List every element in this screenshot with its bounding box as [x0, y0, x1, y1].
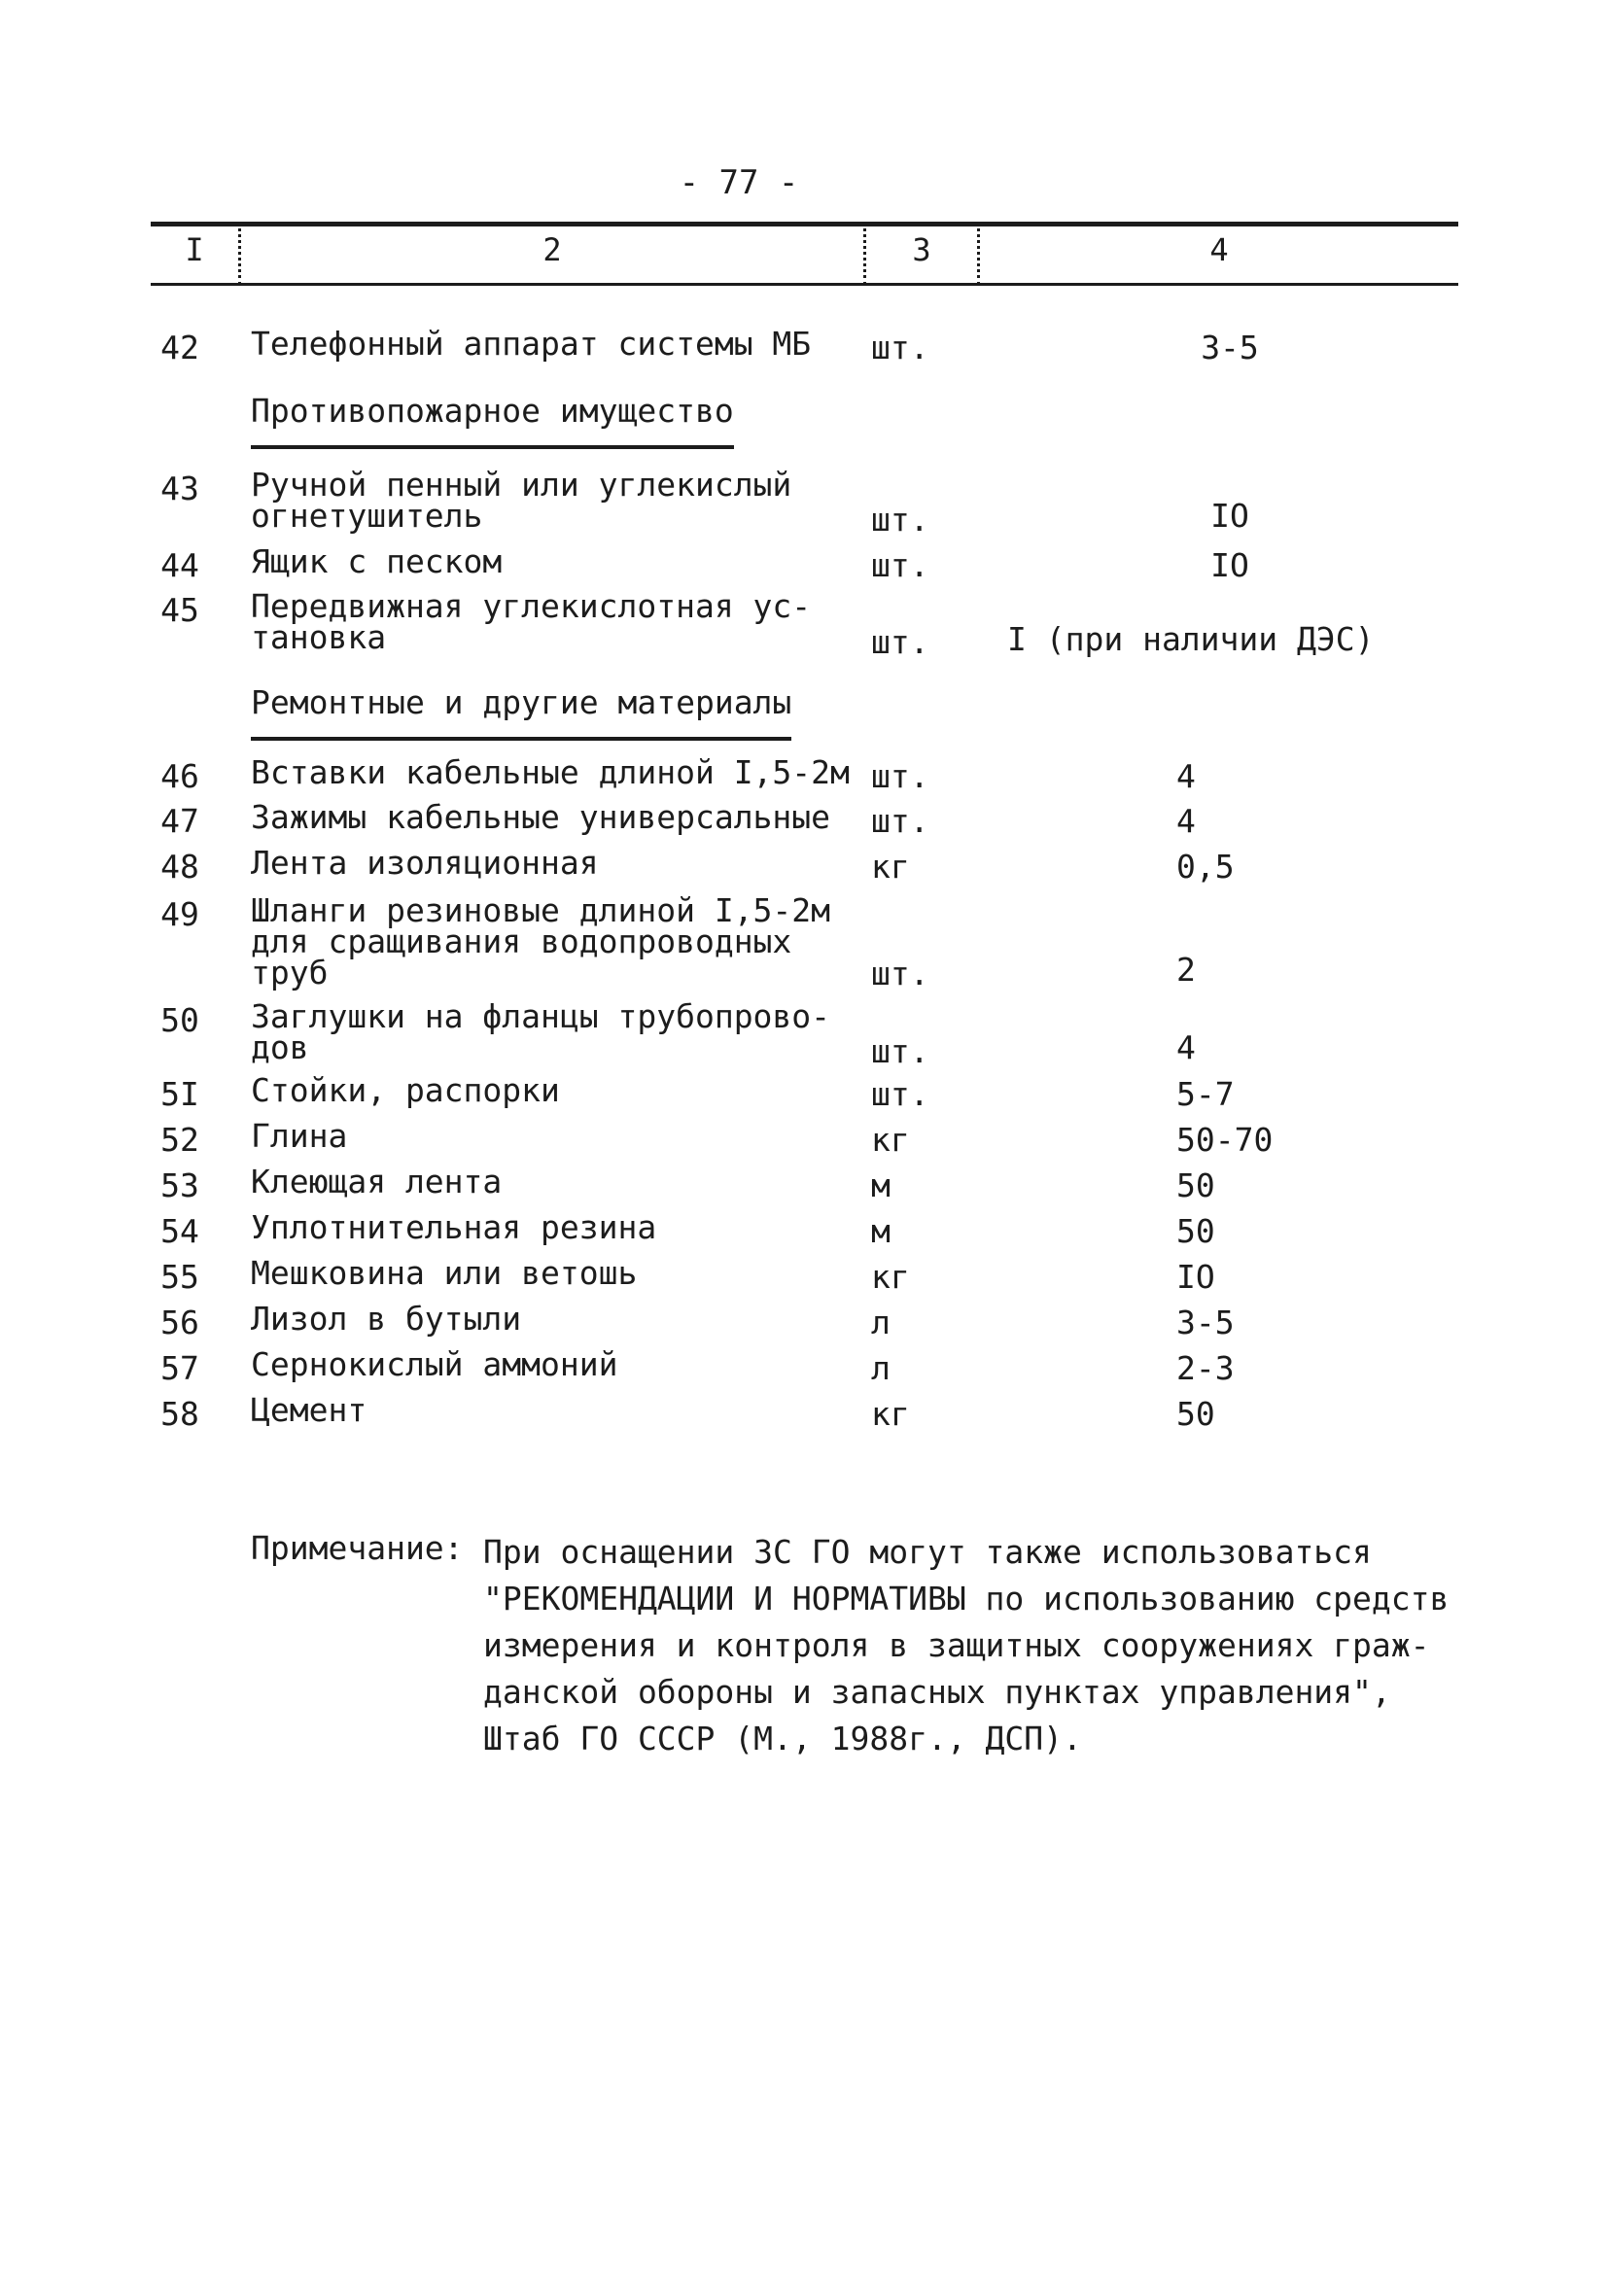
- item-quantity: 2-3: [1176, 1349, 1235, 1387]
- item-name: Шланги резиновые длиной I,5-2м для сращивания водопроводных труб: [251, 891, 831, 991]
- row-number: 44: [160, 546, 199, 584]
- item-name: Ящик с песком: [251, 542, 503, 580]
- item-unit: кг: [871, 1258, 910, 1296]
- item-quantity: 50: [1176, 1395, 1215, 1433]
- item-quantity: 4: [1176, 757, 1196, 795]
- item-name: Лизол в бутыли: [251, 1300, 522, 1338]
- item-unit: шт.: [871, 329, 929, 366]
- row-number: 58: [160, 1395, 199, 1433]
- item-unit: шт.: [871, 955, 929, 992]
- row-number: 48: [160, 848, 199, 886]
- item-unit: м: [871, 1166, 891, 1204]
- section-heading: Ремонтные и другие материалы: [251, 683, 791, 721]
- row-number: 5I: [160, 1075, 199, 1113]
- note-text: При оснащении ЗС ГО могут также использоваться "РЕКОМЕНДАЦИИ И НОРМАТИВЫ по использованию средств измерения и контроля в защитных сооружениях граж- данской обороны и запасных пунктах управления", Штаб ГО СССР (М., 1988г., ДСП).: [483, 1533, 1450, 1757]
- item-quantity: 2: [1176, 951, 1196, 989]
- item-quantity: 3-5: [1176, 1304, 1235, 1341]
- item-quantity: IO: [1210, 546, 1249, 584]
- item-quantity: I (при наличии ДЭС): [1007, 620, 1375, 658]
- item-unit: л: [871, 1304, 891, 1341]
- row-number: 50: [160, 1001, 199, 1039]
- item-unit: м: [871, 1212, 891, 1250]
- column-header-1: I: [185, 231, 204, 268]
- item-unit: кг: [871, 1121, 910, 1159]
- item-quantity: 4: [1176, 1028, 1196, 1066]
- page-number: - 77 -: [679, 163, 799, 202]
- item-name: Мешковина или ветошь: [251, 1254, 638, 1292]
- item-quantity: IO: [1176, 1258, 1215, 1296]
- row-number: 47: [160, 802, 199, 840]
- item-quantity: 50: [1176, 1212, 1215, 1250]
- item-unit: шт.: [871, 757, 929, 795]
- item-quantity: 0,5: [1176, 848, 1235, 886]
- item-unit: шт.: [871, 623, 929, 661]
- item-name: Передвижная углекислотная ус- тановка: [251, 587, 812, 656]
- row-number: 46: [160, 757, 199, 795]
- column-header-3: 3: [912, 231, 931, 268]
- column-header-4: 4: [1209, 231, 1229, 268]
- item-unit: кг: [871, 1395, 910, 1433]
- row-number: 52: [160, 1121, 199, 1159]
- row-number: 55: [160, 1258, 199, 1296]
- item-quantity: 5-7: [1176, 1075, 1235, 1113]
- item-unit: шт.: [871, 1075, 929, 1113]
- row-number: 56: [160, 1304, 199, 1341]
- row-number: 49: [160, 895, 199, 933]
- item-name: Лента изоляционная: [251, 844, 599, 882]
- item-unit: л: [871, 1349, 891, 1387]
- item-name: Зажимы кабельные универсальные: [251, 798, 831, 836]
- item-name: Цемент: [251, 1391, 367, 1429]
- item-name: Телефонный аппарат системы МБ: [251, 325, 812, 363]
- item-quantity: IO: [1210, 497, 1249, 535]
- item-unit: кг: [871, 848, 910, 886]
- item-name: Клеющая лента: [251, 1163, 503, 1200]
- item-quantity: 50-70: [1176, 1121, 1274, 1159]
- item-unit: шт.: [871, 546, 929, 584]
- item-name: Стойки, распорки: [251, 1071, 560, 1109]
- item-unit: шт.: [871, 802, 929, 840]
- item-name: Ручной пенный или углекислый огнетушитель: [251, 466, 792, 535]
- note-label: Примечание:: [251, 1529, 464, 1567]
- item-name: Глина: [251, 1117, 348, 1155]
- section-underline: [251, 737, 791, 741]
- item-name: Сернокислый аммоний: [251, 1345, 618, 1383]
- column-header-2: 2: [542, 231, 562, 268]
- row-number: 45: [160, 591, 199, 629]
- row-number: 42: [160, 329, 199, 366]
- section-heading: Противопожарное имущество: [251, 392, 734, 430]
- item-name: Уплотнительная резина: [251, 1208, 657, 1246]
- table-top-rule: [151, 222, 1458, 226]
- item-name: Заглушки на фланцы трубопрово- дов: [251, 997, 831, 1066]
- table-header-rule: [151, 283, 1458, 286]
- row-number: 43: [160, 470, 199, 507]
- row-number: 57: [160, 1349, 199, 1387]
- item-name: Вставки кабельные длиной I,5-2м: [251, 753, 850, 791]
- section-underline: [251, 445, 734, 449]
- row-number: 54: [160, 1212, 199, 1250]
- item-quantity: 4: [1176, 802, 1196, 840]
- item-unit: шт.: [871, 501, 929, 539]
- item-quantity: 3-5: [1201, 329, 1259, 366]
- item-unit: шт.: [871, 1032, 929, 1070]
- row-number: 53: [160, 1166, 199, 1204]
- item-quantity: 50: [1176, 1166, 1215, 1204]
